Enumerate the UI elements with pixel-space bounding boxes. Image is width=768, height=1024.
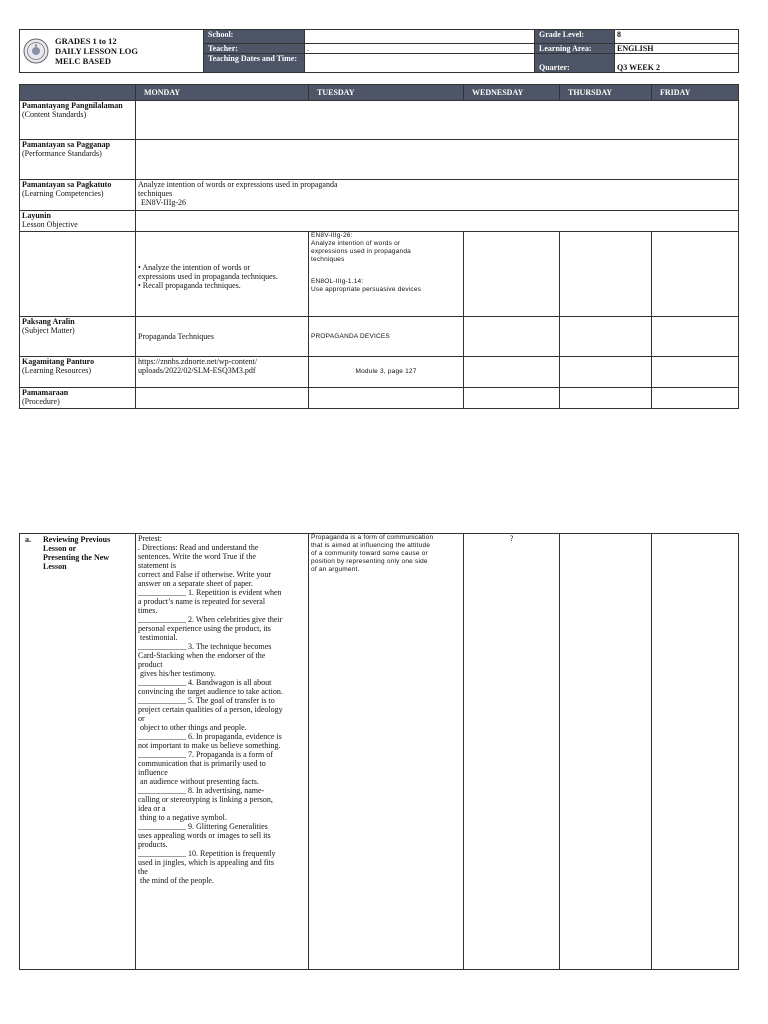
pretest-line: an audience without presenting facts. — [138, 777, 259, 786]
pretest-line: ____________ 9. Glittering Generalities — [138, 822, 268, 831]
day-header-wednesday: WEDNESDAY — [464, 85, 560, 101]
pretest-line: used in jingles, which is appealing and fits — [138, 858, 274, 867]
performance-standards-value — [136, 140, 739, 180]
definition-line: that is aimed at influencing the attitude — [311, 542, 431, 549]
pretest-line: or — [138, 714, 145, 723]
section-a-label: a. Reviewing Previous Lesson or Presenting the New Lesson — [20, 534, 136, 970]
pretest-line: . Directions: Read and understand the — [138, 543, 259, 552]
pretest-line: the mind of the people. — [138, 876, 214, 885]
title-melc: MELC BASED — [55, 56, 111, 66]
procedure-wednesday — [464, 388, 560, 409]
pretest-line: ____________ 3. The technique becomes — [138, 642, 272, 651]
section-a-table — [19, 533, 739, 970]
day-header-friday: FRIDAY — [652, 85, 739, 101]
pretest-line: statement is — [138, 561, 176, 570]
subject-thursday — [560, 317, 652, 357]
objective-label: Layunin Lesson Objective — [20, 211, 136, 232]
pretest-line: gives his/her testimony. — [138, 669, 216, 678]
procedure-label: Pamamaraan (Procedure) — [20, 388, 136, 409]
pretest-line: ____________ 1. Repetition is evident when — [138, 588, 282, 597]
subject-matter-label: Paksang Aralin (Subject Matter) — [20, 317, 136, 357]
resources-link-line2[interactable]: uploads/2022/02/SLM-ESQ3M3.pdf — [138, 366, 256, 375]
quarter-label: Quarter: — [535, 54, 615, 73]
pretest-line: calling or stereotyping is linking a person, — [138, 795, 273, 804]
pretest-line: project certain qualities of a person, ideology — [138, 705, 283, 714]
objective-blank — [20, 232, 136, 317]
pretest-line: times. — [138, 606, 158, 615]
objective-tuesday: EN8V-IIIg-26: Analyze intention of words or expressions used in propaganda techniques EN8OL-IIIg-1.14: Use appropriate persuasive devices — [309, 232, 464, 317]
section-a-wednesday: ? — [464, 534, 560, 970]
competencies-label: Pamantayan sa Pagkatuto (Learning Competencies) — [20, 180, 136, 211]
objective-monday: • Analyze the intention of words or expressions used in propaganda techniques. • Recall propaganda techniques. — [136, 232, 309, 317]
definition-line: of an argument. — [311, 566, 360, 573]
lesson-table — [19, 84, 739, 409]
resources-label: Kagamitang Panturo (Learning Resources) — [20, 357, 136, 388]
title-grades: GRADES 1 to 12 — [55, 36, 117, 46]
procedure-tuesday — [309, 388, 464, 409]
pretest-line: the — [138, 867, 148, 876]
section-a-friday — [652, 534, 739, 970]
resources-wednesday — [464, 357, 560, 388]
pretest-line: ____________ 8. In advertising, name- — [138, 786, 265, 795]
grade-label: Grade Level: — [535, 30, 615, 44]
dates-label: Teaching Dates and Time: — [204, 54, 305, 73]
pretest-line: uses appealing words or images to sell its — [138, 831, 271, 840]
content-standards-value — [136, 101, 739, 140]
pretest-line: a product’s name is repeated for several — [138, 597, 266, 606]
subject-friday — [652, 317, 739, 357]
day-header-monday: MONDAY — [136, 85, 309, 101]
header-block — [19, 29, 739, 73]
teacher-value: . — [305, 44, 535, 54]
resources-link-line1[interactable]: https://znnhs.zdnorte.net/wp-content/ — [138, 357, 258, 366]
pretest-line: object to other things and people. — [138, 723, 247, 732]
objective-friday — [652, 232, 739, 317]
resources-tuesday: Module 3, page 127 — [309, 357, 464, 388]
definition-line: of a community toward some cause or — [311, 550, 428, 557]
pretest-line: ____________ 2. When celebrities give their — [138, 615, 283, 624]
pretest-line: influence — [138, 768, 168, 777]
pretest-line: personal experience using the product, its — [138, 624, 271, 633]
pretest-line: ____________ 10. Repetition is frequently — [138, 849, 276, 858]
resources-friday — [652, 357, 739, 388]
pretest-line: communication that is primarily used to — [138, 759, 266, 768]
objective-value — [136, 211, 739, 232]
pretest-line: not important to make us believe something. — [138, 741, 281, 750]
day-header-tuesday: TUESDAY — [309, 85, 464, 101]
pretest-line: product — [138, 660, 163, 669]
day-header-thursday: THURSDAY — [560, 85, 652, 101]
pretest-line: products. — [138, 840, 168, 849]
competencies-value: Analyze intention of words or expressions used in propaganda techniques EN8V-IIIg-26 — [136, 180, 739, 211]
grade-value: 8 — [615, 30, 739, 44]
resources-monday — [136, 357, 309, 388]
resources-thursday — [560, 357, 652, 388]
pretest-line: idea or a — [138, 804, 166, 813]
pretest-line: ____________ 6. In propaganda, evidence is — [138, 732, 282, 741]
pretest-line: thing to a negative symbol. — [138, 813, 227, 822]
pretest-line: Pretest: — [138, 534, 162, 543]
subject-tuesday: PROPAGANDA DEVICES — [309, 317, 464, 357]
learning-area-value: ENGLISH — [615, 44, 739, 54]
pretest-line: testimonial. — [138, 633, 178, 642]
pretest-line: ____________ 4. Bandwagon is all about — [138, 678, 272, 687]
content-standards-label: Pamantayang Pangnilalaman (Content Standards) — [20, 101, 136, 140]
definition-line: Propaganda is a form of communication — [311, 534, 434, 541]
school-value — [305, 30, 535, 44]
section-a-thursday — [560, 534, 652, 970]
procedure-thursday — [560, 388, 652, 409]
header-title-cell — [20, 30, 204, 73]
deped-seal-icon — [23, 38, 49, 64]
school-label: School: — [204, 30, 305, 44]
definition-line: position by representing only one side — [311, 558, 428, 565]
day-header-blank — [20, 85, 136, 101]
quarter-value: Q3 WEEK 2 — [615, 54, 739, 73]
objective-wednesday — [464, 232, 560, 317]
pretest-line: ____________ 7. Propaganda is a form of — [138, 750, 273, 759]
pretest-line: ____________ 5. The goal of transfer is to — [138, 696, 275, 705]
teacher-label: Teacher: — [204, 44, 305, 54]
subject-monday: Propaganda Techniques — [136, 317, 309, 357]
objective-thursday — [560, 232, 652, 317]
performance-standards-label: Pamantayan sa Pagganap (Performance Standards) — [20, 140, 136, 180]
pretest-line: sentences. Write the word True if the — [138, 552, 256, 561]
title-dll: DAILY LESSON LOG — [55, 46, 138, 56]
learning-area-label: Learning Area: — [535, 44, 615, 54]
pretest-text — [138, 534, 306, 885]
pretest-line: correct and False if otherwise. Write your — [138, 570, 272, 579]
propaganda-definition — [311, 534, 461, 574]
procedure-friday — [652, 388, 739, 409]
section-a-monday — [136, 534, 309, 970]
pretest-line: answer on a separate sheet of paper. — [138, 579, 253, 588]
section-a-tuesday — [309, 534, 464, 970]
pretest-line: convincing the target audience to take action. — [138, 687, 283, 696]
subject-wednesday — [464, 317, 560, 357]
dates-value — [305, 54, 535, 73]
pretest-line: Card-Stacking when the endorser of the — [138, 651, 266, 660]
procedure-monday — [136, 388, 309, 409]
